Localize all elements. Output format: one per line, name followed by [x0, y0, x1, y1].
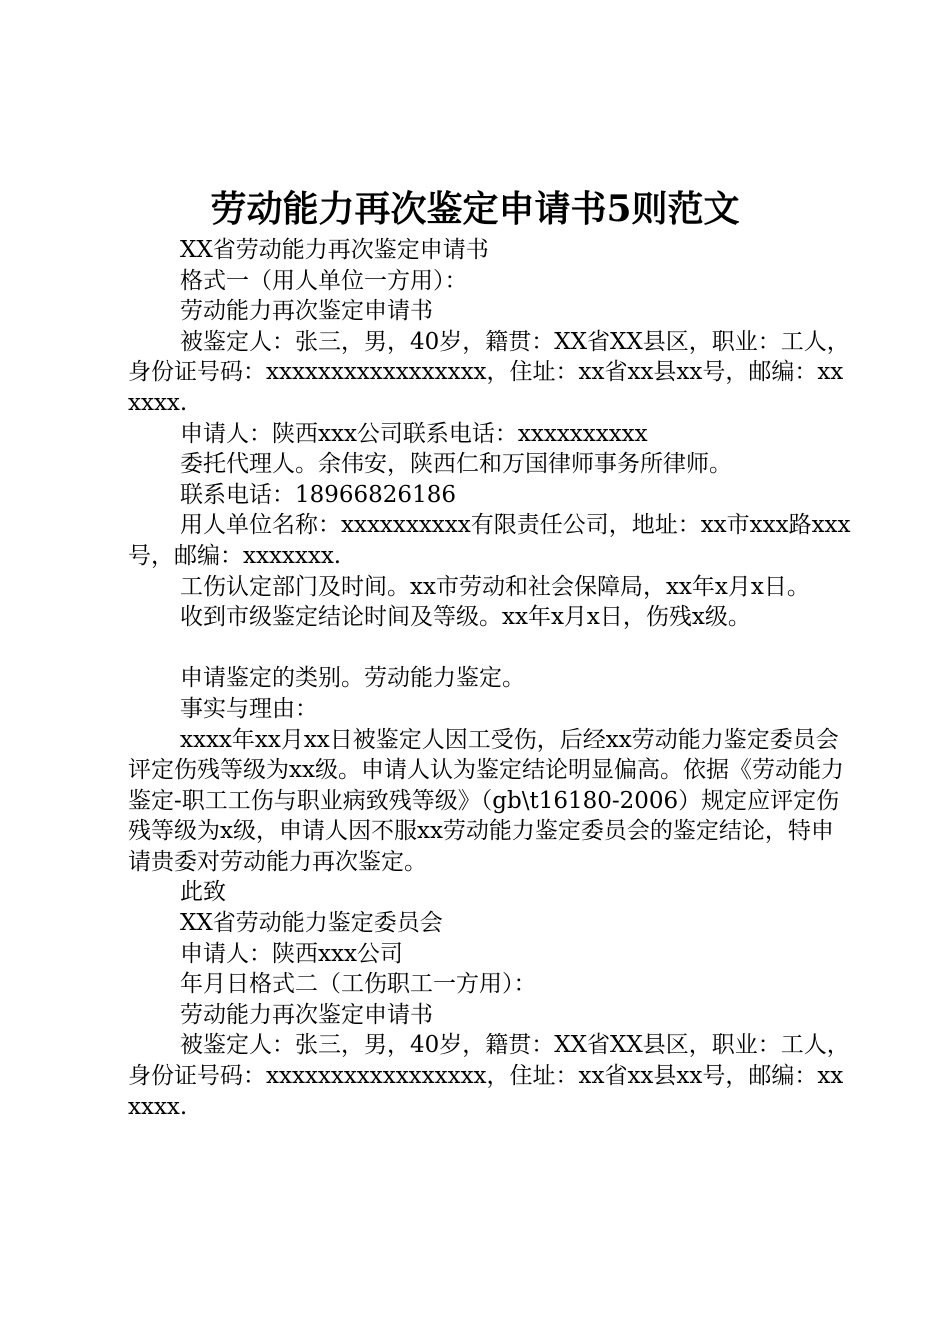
paragraph-province-title: XX省劳动能力再次鉴定申请书 — [180, 237, 489, 263]
paragraph-form-heading: 劳动能力再次鉴定申请书 — [180, 298, 433, 325]
paragraph-contact-phone: 联系电话：18966826186 — [180, 481, 456, 508]
paragraph-appraisal-type: 申请鉴定的类别。劳动能力鉴定。 — [180, 665, 525, 692]
paragraph-format-one: 格式一（用人单位一方用）： — [180, 267, 468, 294]
paragraph-injury-department: 工伤认定部门及时间。xx市劳动和社会保障局，xx年x月x日。 — [180, 573, 810, 600]
paragraph-facts-heading: 事实与理由： — [180, 695, 318, 722]
document-body — [128, 235, 853, 1122]
paragraph-appraisee-info-two: 被鉴定人：张三，男，40岁，籍贯：XX省XX县区，职业：工人，身份证号码：xxxxxxxxxxxxxxxxx，住址：xx省xx县xx号，邮编：xxxxxx. — [128, 1032, 850, 1120]
paragraph-conclusion-received: 收到市级鉴定结论时间及等级。xx年x月x日，伤残x级。 — [180, 604, 751, 631]
paragraph-facts-reasons: xxxx年xx月xx日被鉴定人因工受伤，后经xx劳动能力鉴定委员会评定伤残等级为xx级。申请人认为鉴定结论明显偏高。依据《劳动能力鉴定-职工工伤与职业病致残等级》（gb\t16180-2006）规定应评定伤残等级为x级，申请人因不服xx劳动能力鉴定委员会的鉴定结论，特申请贵委对劳动能力再次鉴定。 — [128, 726, 844, 875]
paragraph-agent: 委托代理人。余伟安，陕西仁和万国律师事务所律师。 — [180, 451, 732, 478]
paragraph-salutation: 此致 — [180, 879, 226, 906]
paragraph-applicant: 申请人：陕西xxx公司联系电话：xxxxxxxxxx — [180, 420, 648, 447]
paragraph-form-heading-two: 劳动能力再次鉴定申请书 — [180, 1001, 433, 1028]
blank-line — [128, 633, 853, 664]
paragraph-date-format-two: 年月日格式二（工伤职工一方用）： — [180, 971, 537, 998]
paragraph-appraisee-info: 被鉴定人：张三，男，40岁，籍贯：XX省XX县区，职业：工人，身份证号码：xxxxxxxxxxxxxxxxx，住址：xx省xx县xx号，邮编：xxxxxx. — [128, 328, 850, 416]
paragraph-committee: XX省劳动能力鉴定委员会 — [180, 910, 443, 937]
paragraph-applicant-signature: 申请人：陕西xxx公司 — [180, 940, 403, 967]
document-title: 劳动能力再次鉴定申请书5则范文 — [210, 188, 740, 230]
paragraph-employer: 用人单位名称：xxxxxxxxxx有限责任公司，地址：xx市xxx路xxx号，邮编：xxxxxxx. — [128, 512, 851, 569]
